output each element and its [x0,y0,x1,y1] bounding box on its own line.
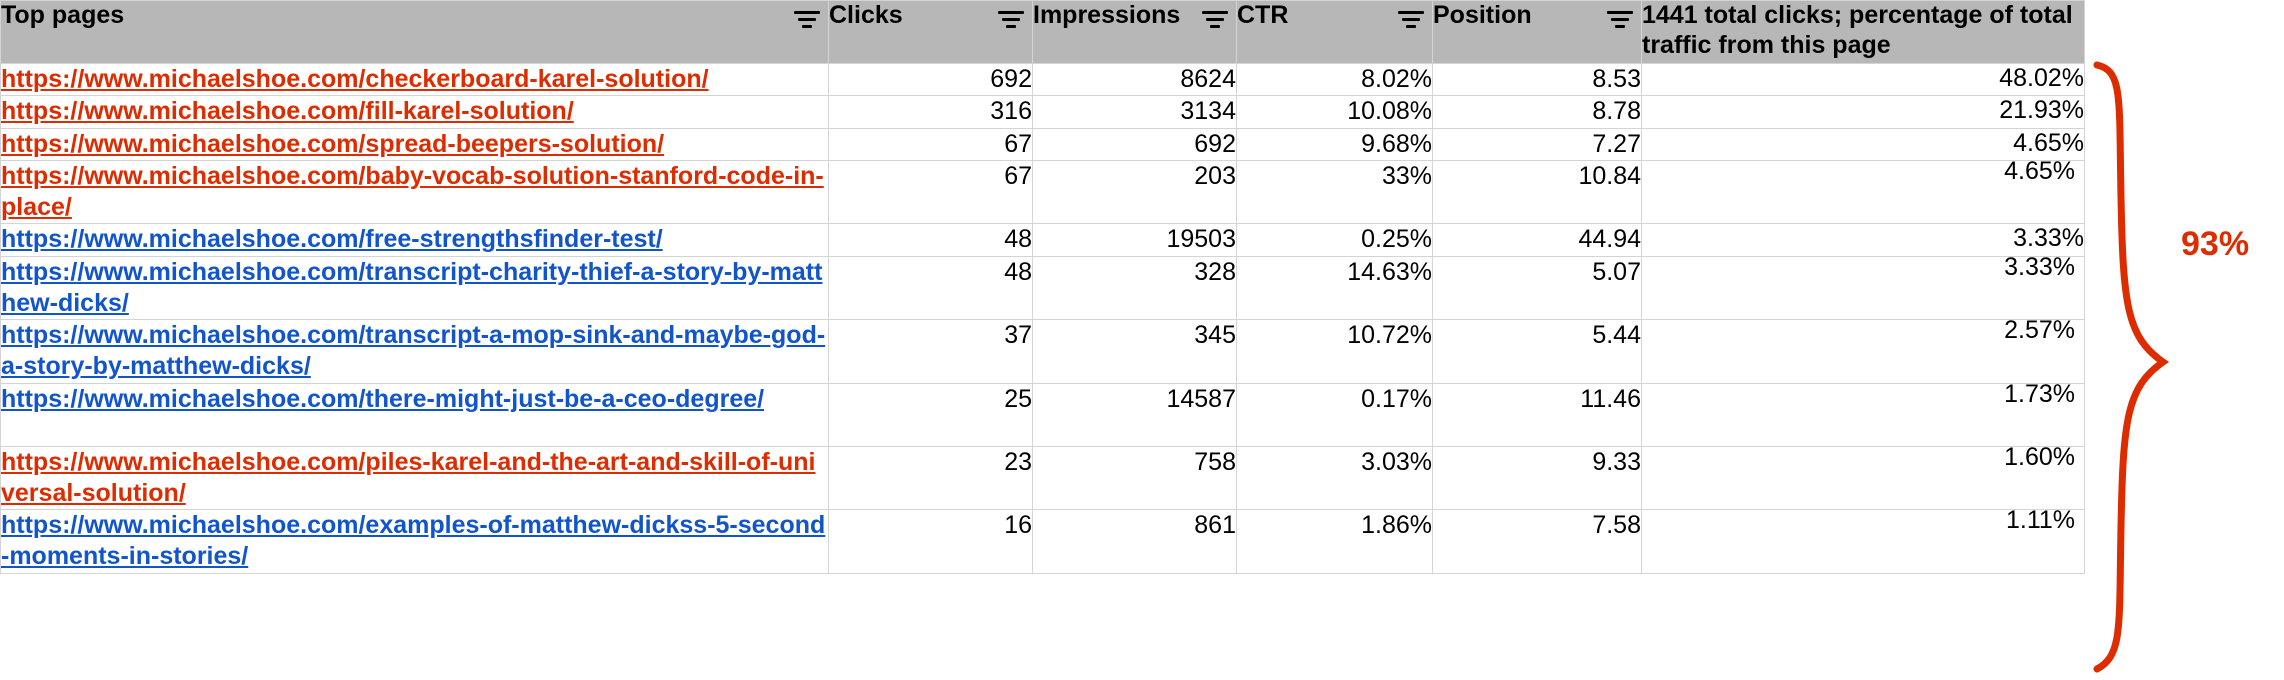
cell-ctr: 8.02% [1237,64,1433,96]
cell-percent-value: 3.33% [2013,224,2084,253]
cell-percent [1642,316,2085,384]
cell-url [1,446,829,510]
brace-icon [2085,57,2284,680]
cell-url [1,224,829,256]
cell-percent [1642,96,2085,128]
column-header-percent-of-total[interactable] [1642,1,2085,64]
cell-clicks: 23 [829,446,1033,510]
cell-position: 44.94 [1433,224,1642,256]
filter-icon[interactable] [1607,11,1633,31]
filter-icon[interactable] [998,11,1024,31]
filter-icon[interactable] [794,11,820,31]
column-header-position[interactable] [1433,1,1642,64]
column-header-label: Impressions [1033,1,1181,29]
column-header-ctr[interactable] [1237,1,1433,64]
page-url-link[interactable]: https://www.michaelshoe.com/transcript-charity-thief-a-story-by-matthew-dicks/ [1,257,823,317]
cell-ctr: 9.68% [1237,128,1433,160]
page-url-link[interactable]: https://www.michaelshoe.com/there-might-just-be-a-ceo-degree/ [1,384,765,413]
cell-percent-value: 1.73% [2004,379,2075,408]
cell-ctr: 14.63% [1237,256,1433,320]
table-row [1,96,2085,128]
page-url-link[interactable]: https://www.michaelshoe.com/spread-beepers-solution/ [1,129,665,158]
page-url-link[interactable]: https://www.michaelshoe.com/examples-of-matthew-dickss-5-second-moments-in-stories/ [1,511,826,571]
column-header-label: Top pages [1,1,125,29]
cell-clicks: 25 [829,383,1033,446]
filter-icon[interactable] [1398,11,1424,31]
cell-percent-value: 4.65% [2013,128,2084,157]
cell-url [1,96,829,128]
cell-position: 9.33 [1433,446,1642,510]
table-row [1,128,2085,160]
table-row [1,383,2085,446]
cell-percent [1642,128,2085,160]
cell-impressions: 861 [1033,510,1237,574]
cell-clicks: 37 [829,320,1033,384]
page-url-link[interactable]: https://www.michaelshoe.com/piles-karel-and-the-art-and-skill-of-universal-solution/ [1,447,816,507]
cell-url [1,160,829,224]
cell-percent-value: 3.33% [2004,252,2075,281]
cell-url [1,510,829,574]
cell-percent [1642,379,2085,446]
cell-ctr: 10.08% [1237,96,1433,128]
cell-percent [1642,224,2085,256]
cell-percent [1642,506,2085,574]
cell-percent-value: 1.60% [2004,442,2075,471]
table-row [1,510,2085,574]
cell-percent [1642,252,2085,320]
cell-impressions: 328 [1033,256,1237,320]
column-header-top-pages[interactable] [1,1,829,64]
cell-position: 8.78 [1433,96,1642,128]
page-url-link[interactable]: https://www.michaelshoe.com/baby-vocab-solution-stanford-code-in-place/ [1,161,824,221]
filter-icon[interactable] [1202,11,1228,31]
page-url-link[interactable]: https://www.michaelshoe.com/fill-karel-solution/ [1,97,574,126]
cell-url [1,128,829,160]
table-header [1,1,2085,64]
table-body [1,64,2085,574]
cell-impressions: 345 [1033,320,1237,384]
cell-percent [1642,156,2085,224]
cell-impressions: 8624 [1033,64,1237,96]
cell-url [1,64,829,96]
cell-clicks: 48 [829,256,1033,320]
column-header-clicks[interactable] [829,1,1033,64]
cell-ctr: 10.72% [1237,320,1433,384]
cell-clicks: 16 [829,510,1033,574]
cell-position: 8.53 [1433,64,1642,96]
cell-percent-value: 21.93% [1999,96,2084,125]
cell-ctr: 0.25% [1237,224,1433,256]
cell-clicks: 67 [829,128,1033,160]
cell-position: 11.46 [1433,383,1642,446]
cell-position: 5.44 [1433,320,1642,384]
cell-url [1,256,829,320]
table-row [1,160,2085,224]
cell-percent-value: 1.11% [2005,506,2075,534]
cell-ctr: 33% [1237,160,1433,224]
brace-annotation [2085,57,2284,680]
cell-percent [1642,64,2085,96]
cell-clicks: 67 [829,160,1033,224]
cell-url [1,320,829,384]
table-row [1,320,2085,384]
cell-clicks: 48 [829,224,1033,256]
column-header-label: Clicks [829,1,903,29]
cell-impressions: 692 [1033,128,1237,160]
column-header-label: 1441 total clicks; percentage of total traffic from this page [1642,1,2073,59]
cell-clicks: 692 [829,64,1033,96]
cell-percent [1642,442,2085,510]
cell-percent-value: 2.57% [2004,316,2075,344]
cell-ctr: 0.17% [1237,383,1433,446]
cell-impressions: 203 [1033,160,1237,224]
page-url-link[interactable]: https://www.michaelshoe.com/free-strengthsfinder-test/ [1,225,663,254]
cell-clicks: 316 [829,96,1033,128]
cell-impressions: 3134 [1033,96,1237,128]
cell-position: 10.84 [1433,160,1642,224]
cell-url [1,383,829,446]
column-header-impressions[interactable] [1033,1,1237,64]
cell-impressions: 758 [1033,446,1237,510]
page-url-link[interactable]: https://www.michaelshoe.com/checkerboard-karel-solution/ [1,65,709,93]
table-row [1,64,2085,96]
cell-position: 7.58 [1433,510,1642,574]
header-row [1,1,2085,64]
cell-percent-value: 4.65% [2004,156,2075,185]
cell-position: 7.27 [1433,128,1642,160]
table-row [1,446,2085,510]
cell-position: 5.07 [1433,256,1642,320]
cell-ctr: 3.03% [1237,446,1433,510]
table-row [1,256,2085,320]
cell-percent-value: 48.02% [1999,64,2084,92]
brace-label: 93% [2181,225,2250,263]
column-header-label: Position [1433,1,1532,29]
cell-impressions: 14587 [1033,383,1237,446]
cell-ctr: 1.86% [1237,510,1433,574]
table-row [1,224,2085,256]
cell-impressions: 19503 [1033,224,1237,256]
column-header-label: CTR [1237,1,1289,29]
page-url-link[interactable]: https://www.michaelshoe.com/transcript-a-mop-sink-and-maybe-god-a-story-by-matthew-dicks/ [1,321,826,381]
